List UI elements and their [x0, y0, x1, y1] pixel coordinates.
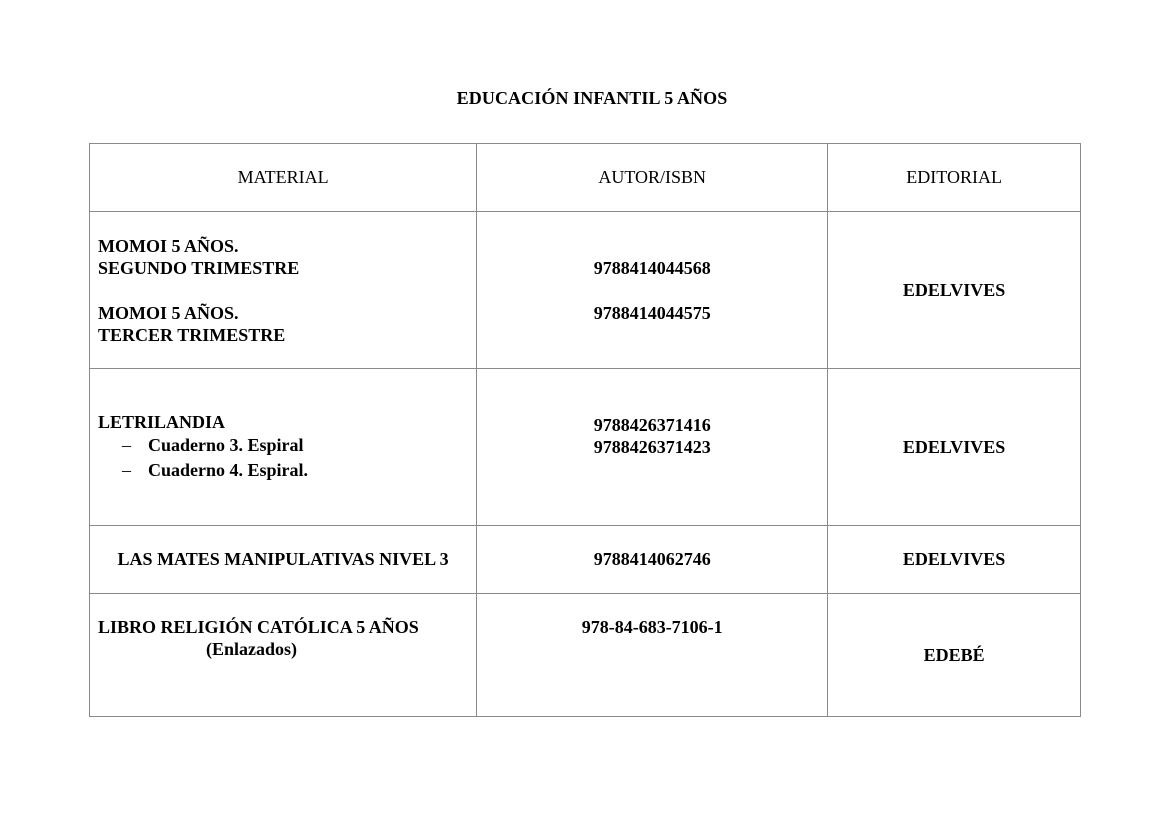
isbn-value: 9788426371423	[593, 436, 711, 457]
material-line: MOMOI 5 AÑOS.	[98, 302, 239, 323]
sub-item-label: Cuaderno 4. Espiral.	[148, 460, 309, 480]
list-item	[98, 433, 476, 458]
editorial-cell: EDEBÉ	[828, 594, 1081, 717]
table-row	[90, 526, 1081, 594]
material-line: MOMOI 5 AÑOS.	[98, 235, 239, 256]
document-title: EDUCACIÓN INFANTIL 5 AÑOS	[456, 88, 728, 108]
book-list-table	[89, 143, 1081, 717]
table-header-row	[90, 144, 1081, 212]
editorial-cell: EDELVIVES	[828, 526, 1081, 594]
dash-bullet: –	[122, 435, 131, 455]
isbn-value: 9788414044568	[593, 257, 711, 278]
material-note: (Enlazados)	[206, 639, 298, 659]
editorial-cell: EDELVIVES	[828, 212, 1081, 369]
material-sub-list	[98, 433, 476, 483]
header-editorial: EDITORIAL	[828, 144, 1081, 212]
editorial-cell: EDELVIVES	[828, 369, 1081, 526]
dash-bullet: –	[122, 460, 131, 480]
material-line: LIBRO RELIGIÓN CATÓLICA 5 AÑOS	[98, 617, 419, 637]
isbn-value: 9788414044575	[593, 302, 711, 323]
material-title: LETRILANDIA	[98, 412, 226, 432]
list-item	[98, 458, 476, 483]
table-row	[90, 212, 1081, 369]
material-line: SEGUNDO TRIMESTRE	[98, 257, 300, 278]
material-cell	[90, 212, 477, 369]
header-material: MATERIAL	[90, 144, 477, 212]
material-line: TERCER TRIMESTRE	[98, 324, 286, 345]
isbn-value: 978-84-683-7106-1	[581, 617, 723, 637]
isbn-value: 9788426371416	[593, 414, 711, 435]
header-autor-isbn: AUTOR/ISBN	[477, 144, 828, 212]
isbn-cell	[477, 212, 828, 369]
table-row	[90, 594, 1081, 717]
isbn-cell: 9788414062746	[477, 526, 828, 594]
isbn-cell	[477, 594, 828, 717]
material-cell	[90, 594, 477, 717]
isbn-cell	[477, 369, 828, 526]
material-cell: LAS MATES MANIPULATIVAS NIVEL 3	[90, 526, 477, 594]
material-cell	[90, 369, 477, 526]
table-row	[90, 369, 1081, 526]
sub-item-label: Cuaderno 3. Espiral	[148, 435, 304, 455]
